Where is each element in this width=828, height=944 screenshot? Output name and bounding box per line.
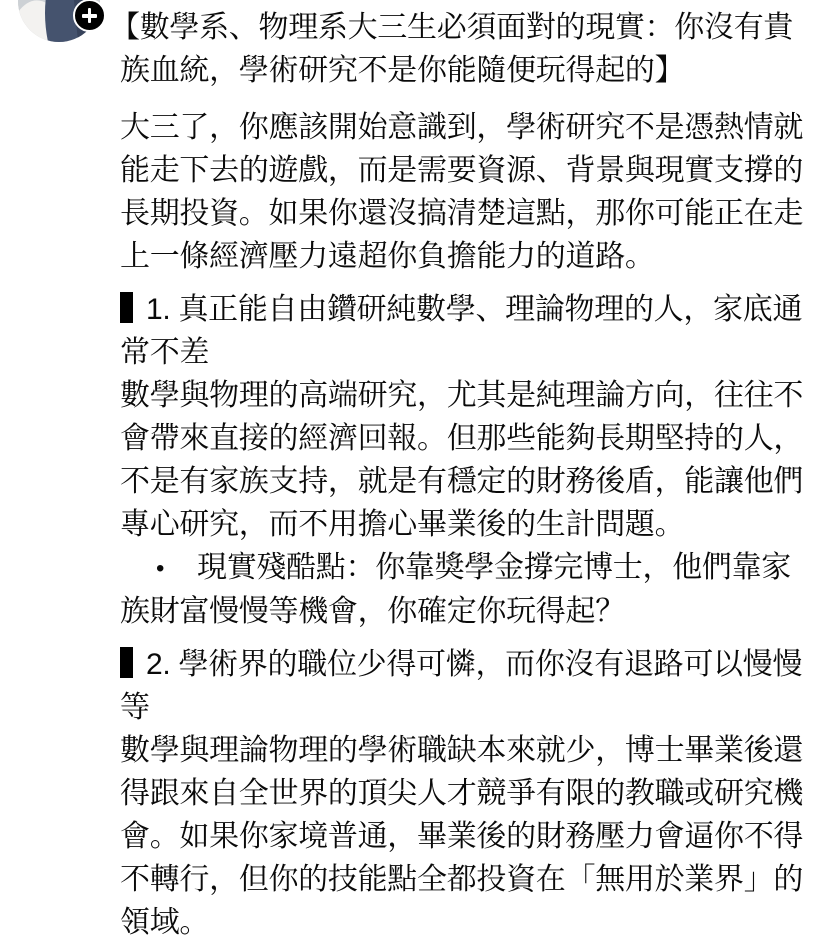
post-title: 【數學系、物理系大三生必須面對的現實：你沒有貴族血統，學術研究不是你能隨便玩得起的】 — [110, 11, 794, 87]
paragraph: 大三了，你應該開始意識到，學術研究不是憑熱情就能走下去的遊戲，而是需要資源、背景與現實支撐的長期投資。如果你還沒搞清楚這點，那你可能正在走上一條經濟壓力遠超你負擔能力的道路。 — [120, 111, 804, 273]
section-heading: 1. 真正能自由鑽研純數學、理論物理的人，家底通常不差 — [120, 293, 803, 369]
bullet-icon: • — [156, 555, 165, 582]
heading-bar-icon — [120, 292, 133, 323]
paragraph: 數學與物理的高端研究，尤其是純理論方向，往往不會帶來直接的經濟回報。但那些能夠長期堅持的人，不是有家族支持，就是有穩定的財務後盾，能讓他們專心研究，而不用擔心畢業後的生計問題。 — [120, 379, 804, 541]
follow-button[interactable] — [73, 0, 106, 32]
heading-bar-icon — [120, 647, 133, 678]
bullet-point: • 現實殘酷點：你靠獎學金撐完博士，他們靠家族財富慢慢等機會，你確定你玩得起？ — [120, 546, 812, 633]
plus-icon — [75, 1, 104, 30]
section-heading: 2. 學術界的職位少得可憐，而你沒有退路可以慢慢等 — [120, 648, 803, 724]
paragraph: 數學與理論物理的學術職缺本來就少，博士畢業後還得跟來自全世界的頂尖人才競爭有限的教職或研究機會。如果你家境普通，畢業後的財務壓力會逼你不得不轉行，但你的技能點全都投資在「無用於業界」的領域。 — [120, 734, 804, 939]
post-content — [110, 6, 812, 944]
post-body — [120, 106, 812, 944]
